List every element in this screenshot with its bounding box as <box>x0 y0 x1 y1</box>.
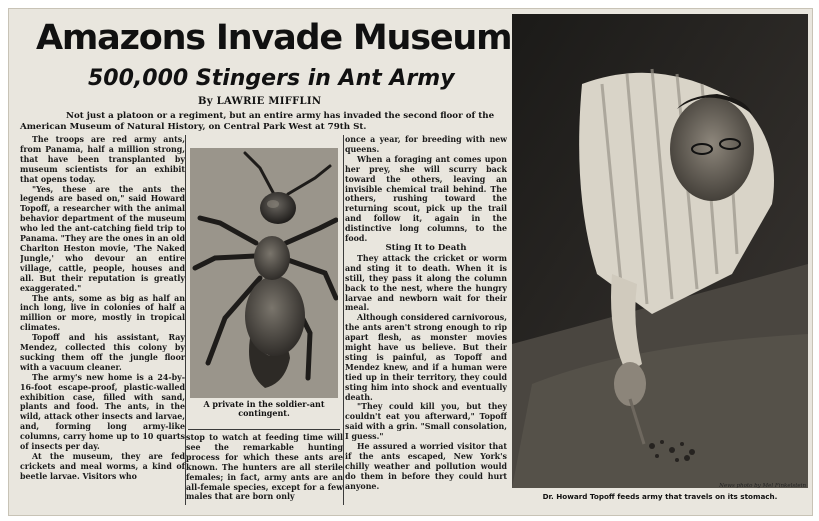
paragraph: stop to watch at feeding time will see the remarkable hunting process for which these ants are known. The hunters are all sterile females; in fact, army ants are an all-female species, except for a few males that are born only <box>186 433 343 502</box>
paragraph: once a year, for breeding with new queens. <box>345 135 507 154</box>
caption-rule <box>188 429 340 430</box>
paragraph: He assured a worried visitor that if the ants escaped, New York's chilly weather and pollution would do them in before they could hurt anyone. <box>345 442 507 491</box>
subheadline: 500,000 Stingers in Ant Army <box>88 66 455 91</box>
researcher-photo-caption: Dr. Howard Topoff feeds army that travels on its stomach. <box>542 492 778 501</box>
lede-paragraph <box>20 111 508 132</box>
section-subhead: Sting It to Death <box>385 242 467 253</box>
soldier-ant-image <box>190 148 338 398</box>
paragraph: The ants, some as big as half an inch long, live in colonies of half a million or more, mostly in tropical climates. <box>20 293 185 333</box>
ant-photo <box>190 148 338 398</box>
newspaper-clipping <box>8 8 813 516</box>
photo-credit: News photo by Mel Finkelstein <box>719 483 806 489</box>
paragraph: They attack the cricket or worm and sting it to death. When it is still, they pass it along the column back to the nest, where the hungry larvae and newborn wait for their meal. <box>345 253 507 313</box>
column-rule <box>343 135 344 505</box>
ant-photo-caption: A private in the soldier-ant contingent. <box>203 399 325 418</box>
lede-text: Not just a platoon or a regiment, but an entire army has invaded the second floor of the American Museum of Natural History, on Central Park West at 79th St. <box>20 111 495 132</box>
researcher-photo <box>512 14 808 488</box>
article-column-2 <box>186 433 343 505</box>
paragraph: At the museum, they are fed crickets and meal worms, a kind of beetle larvae. Visitors who <box>20 452 185 481</box>
paragraph: Although considered carnivorous, the ants aren't strong enough to rip apart flesh, as monster movies might have us believe. But their sting is painful, as Topoff and Mendez knew, and if a human were tied up in their territory, they could sting him into shock and eventually death. <box>345 313 507 402</box>
article-column-3 <box>345 135 507 505</box>
paragraph: "They could kill you, but they couldn't eat you afterward," Topoff said with a grin. "Small consolation, I guess." <box>345 402 507 442</box>
headline: Amazons Invade Museum <box>36 18 512 58</box>
paragraph: "Yes, these are the ants the legends are based on," said Howard Topoff, a researcher with the animal behavior department of the museum who led the ant-catching field trip to Panama. "They are the ones in an old Charlton Heston movie, 'The Naked Jungle,' who devour an entire village, cattle, people, houses and all. But their reputation is greatly exaggerated." <box>20 184 185 293</box>
byline: By LAWRIE MIFFLIN <box>198 96 322 107</box>
paragraph: When a foraging ant comes upon her prey, she will scurry back toward the others, leaving an invisible chemical trail behind. The others, rushing toward the returning scout, pick up the trail and follow it, again in the distinctive long columns, to the food. <box>345 154 507 244</box>
paragraph: The troops are red army ants, from Panama, half a million strong, that have been transplanted by museum scientists for an exhibit that opens today. <box>20 135 185 184</box>
paragraph: Topoff and his assistant, Ray Mendez, collected this colony by sucking them off the jungle floor with a vacuum cleaner. <box>20 333 185 372</box>
paragraph: The army's new home is a 24-by-16-foot escape-proof, plastic-walled exhibition case, filled with sand, plants and food. The ants, in the wild, attack other insects and larvae, and, forming long army-like columns, carry home up to 10 quarts of insects per day. <box>20 372 185 452</box>
article-column-1 <box>20 135 185 505</box>
researcher-feeding-image <box>512 14 808 488</box>
